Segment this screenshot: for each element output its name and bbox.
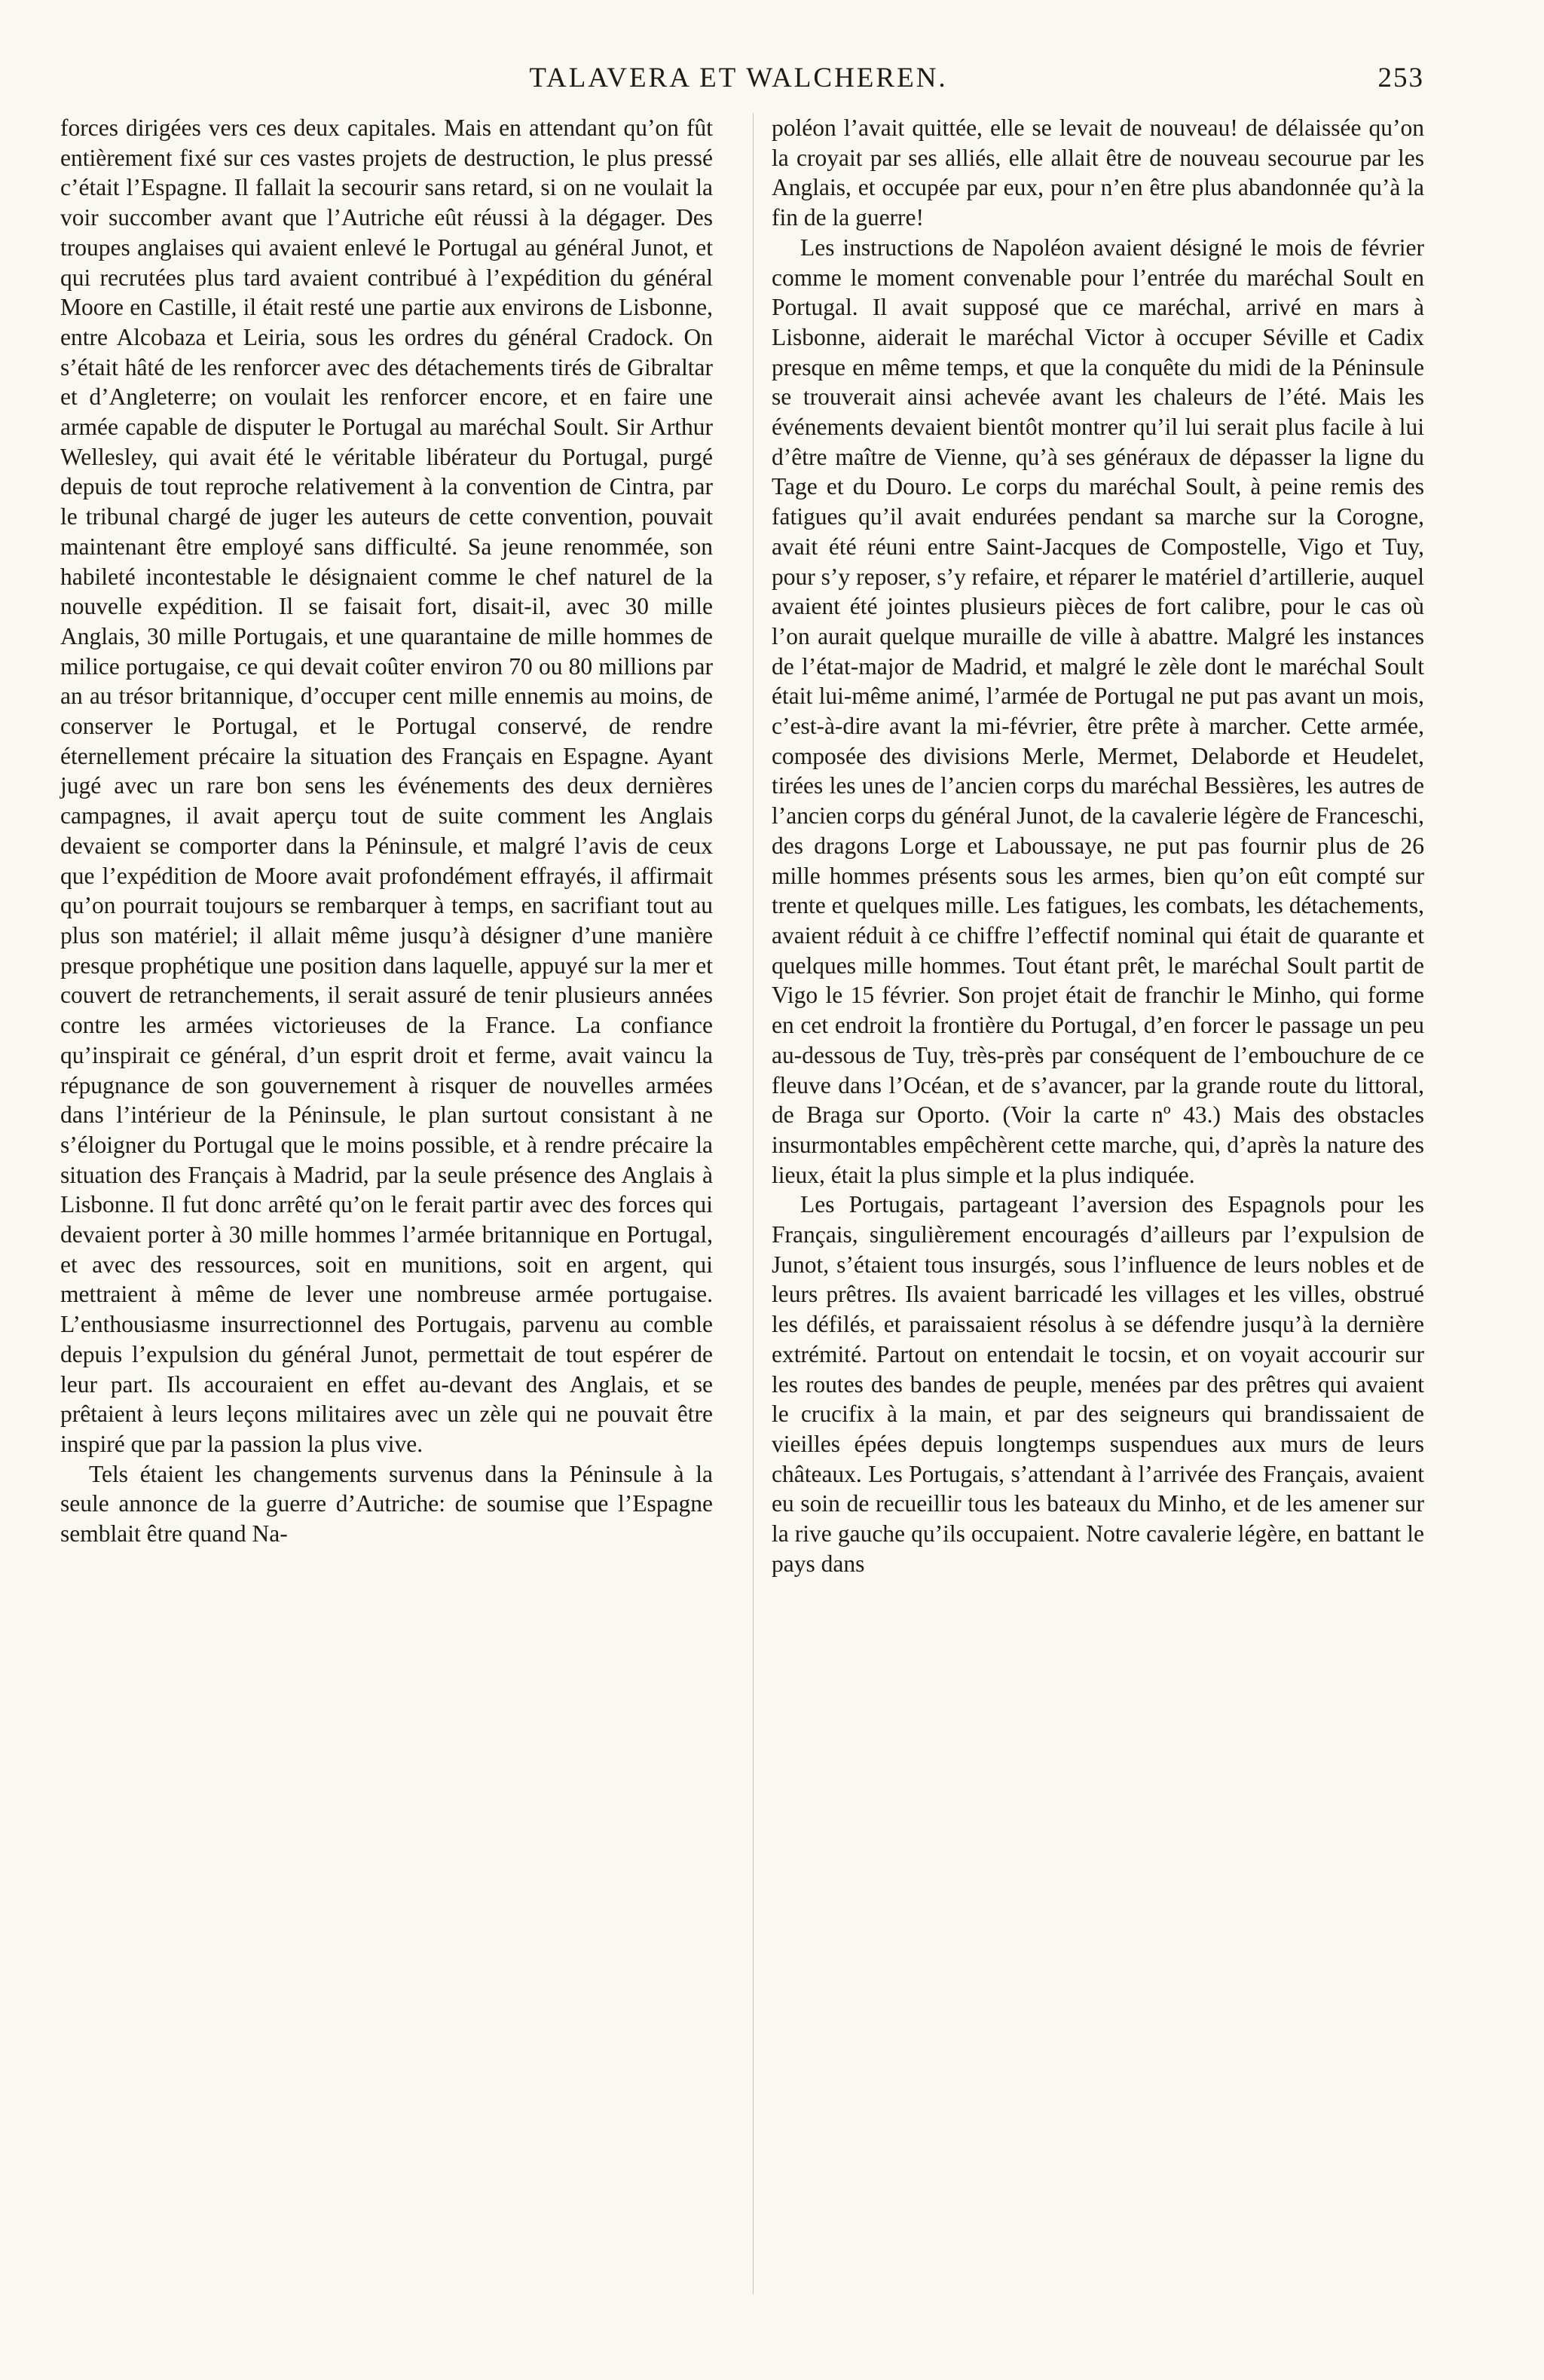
right-column bbox=[772, 113, 1424, 2343]
paragraph: Les instructions de Napoléon avaient désigné le mois de février comme le moment convenable pour l’entrée du maréchal Soult en Portugal. Il avait supposé que ce maréchal, arrivé en mars à Lisbonne, aiderait le maréchal Victor à occuper Séville et Cadix presque en même temps, et que la conquête du midi de la Péninsule se trouverait ainsi achevée avant les chaleurs de l’été. Mais les événements devaient bientôt montrer qu’il lui serait plus facile à lui d’être maître de Vienne, qu’à ses généraux de dépasser la ligne du Tage et du Douro. Le corps du maréchal Soult, à peine remis des fatigues qu’il avait endurées pendant sa marche sur la Corogne, avait été réuni entre Saint-Jacques de Compostelle, Vigo et Tuy, pour s’y reposer, s’y refaire, et réparer le matériel d’artillerie, auquel avaient été jointes plusieurs pièces de fort calibre, pour le cas où l’on aurait quelque muraille de ville à abattre. Malgré les instances de l’état-major de Madrid, et malgré le zèle dont le maréchal Soult était lui-même animé, l’armée de Portugal ne put pas avant un mois, c’est-à-dire avant la mi-février, être prête à marcher. Cette armée, composée des divisions Merle, Mermet, Delaborde et Heudelet, tirées les unes de l’ancien corps du maréchal Bessières, les autres de l’ancien corps du général Junot, de la cavalerie légère de Franceschi, des dragons Lorge et Laboussaye, ne put pas fournir plus de 26 mille hommes présents sous les armes, bien qu’on eût compté sur trente et quelques mille. Les fatigues, les combats, les détachements, avaient réduit à ce chiffre l’effectif nominal qui était de quarante et quelques mille hommes. Tout étant prêt, le maréchal Soult partit de Vigo le 15 février. Son projet était de franchir le Minho, qui forme en cet endroit la frontière du Portugal, d’en forcer le passage un peu au-dessous de Tuy, très-près par conséquent de l’embouchure de ce fleuve dans l’Océan, et de s’avancer, par la grande route du littoral, de Braga sur Oporto. (Voir la carte nº 43.) Mais des obstacles insurmontables empêchèrent cette marche, qui, d’après la nature des lieux, était la plus simple et la plus indiquée. bbox=[772, 234, 1424, 1188]
page-number: 253 bbox=[1377, 63, 1424, 93]
paragraph: forces dirigées vers ces deux capitales. Mais en attendant qu’on fût entièrement fixé sur ces vastes projets de destruction, le plus pressé c’était l’Espagne. Il fallait la secourir sans retard, si on ne voulait la voir succomber avant que l’Autriche eût réussi à la dégager. Des troupes anglaises qui avaient enlevé le Portugal au général Junot, et qui recrutées plus tard avaient contribué à l’expédition du général Moore en Castille, il était resté une partie aux environs de Lisbonne, entre Alcobaza et Leiria, sous les ordres du général Cradock. On s’était hâté de les renforcer avec des détachements tirés de Gibraltar et d’Angleterre; on voulait les renforcer encore, et en faire une armée capable de disputer le Portugal au maréchal Soult. Sir Arthur Wellesley, qui avait été le véritable libérateur du Portugal, purgé depuis de tout reproche relativement à la convention de Cintra, par le tribunal chargé de juger les auteurs de cette convention, pouvait maintenant être employé sans difficulté. Sa jeune renommée, son habileté incontestable le désignaient comme le chef naturel de la nouvelle expédition. Il se faisait fort, disait-il, avec 30 mille Anglais, 30 mille Portugais, et une quarantaine de mille hommes de milice portugaise, ce qui devait coûter environ 70 ou 80 millions par an au trésor britannique, d’occuper cent mille ennemis au moins, de conserver le Portugal, et le Portugal conservé, de rendre éternellement précaire la situation des Français en Espagne. Ayant jugé avec un rare bon sens les événements des deux dernières campagnes, il avait aperçu tout de suite comment les Anglais devaient se comporter dans la Péninsule, et malgré l’avis de ceux que l’expédition de Moore avait profondément effrayés, il affirmait qu’on pourrait toujours se rembarquer à temps, en sacrifiant tout au plus son matériel; il allait même jusqu’à désigner d’une manière presque prophétique une position dans laquelle, appuyé sur la mer et couvert de retranchements, il serait assuré de tenir plusieurs années contre les armées victorieuses de la France. La confiance qu’inspirait ce général, d’un esprit droit et ferme, avait vaincu la répugnance de son gouvernement à risquer de nouvelles armées dans l’intérieur de la Péninsule, le plan surtout consistant à ne s’éloigner du Portugal que le moins possible, et à rendre précaire la situation des Français à Madrid, par la seule présence des Anglais à Lisbonne. Il fut donc arrêté qu’on le ferait partir avec des forces qui devaient porter à 30 mille hommes l’armée britannique en Portugal, et avec des ressources, soit en munitions, soit en argent, qui mettraient à même de lever une nombreuse armée portugaise. L’enthousiasme insurrectionnel des Portugais, parvenu au comble depuis l’expulsion du général Junot, permettait de tout espérer de leur part. Ils accouraient en effet au-devant des Anglais, et se prêtaient à leurs leçons militaires avec un zèle qui ne pouvait être inspiré que par la passion la plus vive. bbox=[60, 115, 713, 1457]
paragraph: Tels étaient les changements survenus dans la Péninsule à la seule annonce de la guerre d’Autriche: de soumise que l’Espagne semblait être quand Na- bbox=[60, 1460, 713, 1547]
left-column bbox=[60, 113, 713, 2343]
paragraph: Les Portugais, partageant l’aversion des Espagnols pour les Français, singulièrement encouragés d’ailleurs par l’expulsion de Junot, s’étaient tous insurgés, sous l’influence de leurs nobles et de leurs prêtres. Ils avaient barricadé les villages et les villes, obstrué les défilés, et paraissaient résolus à se défendre jusqu’à la dernière extrémité. Partout on entendait le tocsin, et on voyait accourir sur les routes des bandes de peuple, menées par des prêtres qui avaient le crucifix à la main, et par des seigneurs qui brandissaient de vieilles épées depuis longtemps suspendues aux murs de leurs châteaux. Les Portugais, s’attendant à l’arrivée des Français, avaient eu soin de recueillir tous les bateaux du Minho, et de les amener sur la rive gauche qu’ils occupaient. Notre cavalerie légère, en battant le pays dans bbox=[772, 1191, 1424, 1577]
running-title: TALAVERA ET WALCHEREN. bbox=[529, 63, 948, 93]
page-header bbox=[60, 62, 1424, 107]
paragraph: poléon l’avait quittée, elle se levait de nouveau! de délaissée qu’on la croyait par ses alliés, elle allait être de nouveau secourue par les Anglais, et occupée par eux, pour n’en être plus abandonnée qu’à la fin de la guerre! bbox=[772, 115, 1424, 231]
text-columns bbox=[60, 113, 1424, 2343]
